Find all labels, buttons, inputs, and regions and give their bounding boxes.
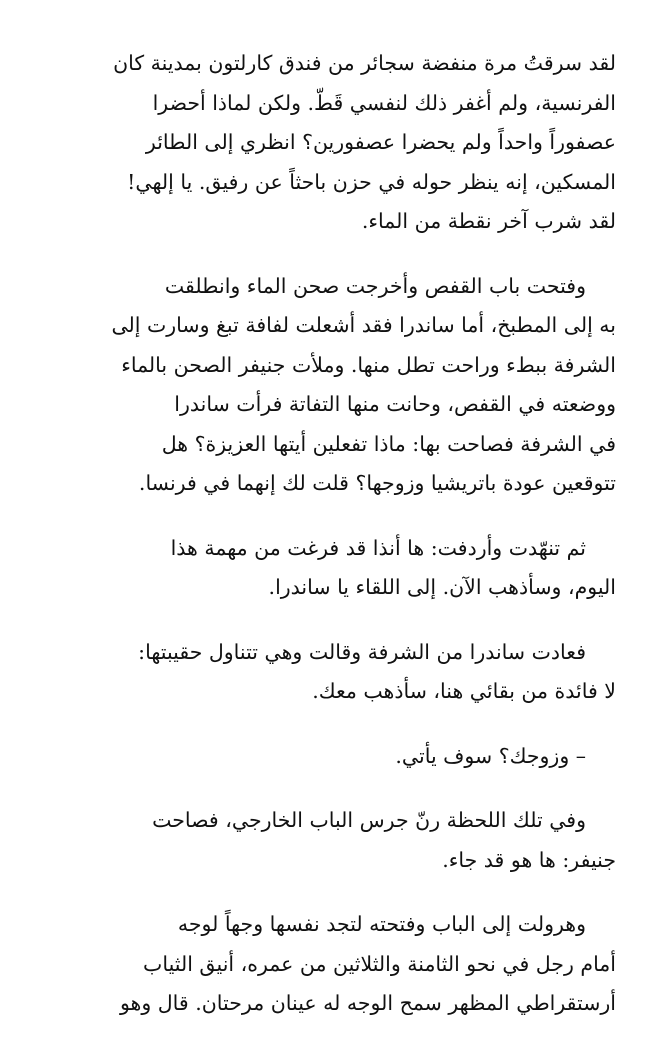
text-line: الشرفة ببطء وراحت تطل منها. وملأت جنيفر الصحن بالماء [121,352,616,377]
text-line: اليوم، وسأذهب الآن. إلى اللقاء يا ساندرا. [268,575,616,599]
text-line: أرستقراطي المظهر سمح الوجه له عينان مرحتان. قال وهو [119,991,616,1015]
book-page [77,44,616,1049]
paragraph [77,529,616,608]
paragraph [77,801,616,880]
text-line: وفي تلك اللحظة رنّ جرس الباب الخارجي، فصاحت [152,808,586,832]
paragraph [77,633,616,712]
text-line: الفرنسية، ولم أغفر ذلك لنفسي قَطّ. ولكن لماذا أحضرا [152,90,616,115]
text-line: المسكين، إنه ينظر حوله في حزن باحثاً عن رفيق. يا إلهي! [127,169,616,194]
paragraph [77,905,616,1024]
text-line: لقد سرقتُ مرة منفضة سجائر من فندق كارلتون بمدينة كان [113,51,616,75]
text-line: – وزوجك؟ سوف يأتي. [395,743,586,768]
text-line: تتوقعين عودة باتريشيا وزوجها؟ قلت لك إنهما في فرنسا. [138,471,616,495]
text-line: به إلى المطبخ، أما ساندرا فقد أشعلت لفافة تبغ وسارت إلى [111,313,616,337]
paragraph [77,44,616,242]
text-line: عصفوراً واحداً ولم يحضرا عصفورين؟ انظري إلى الطائر [145,130,616,154]
text-line: ووضعته في القفص، وحانت منها التفاتة فرأت ساندرا [174,392,616,416]
text-line: وفتحت باب القفص وأخرجت صحن الماء وانطلقت [164,273,586,298]
text-line: لا فائدة من بقائي هنا، سأذهب معك. [312,679,616,703]
text-line: في الشرفة فصاحت بها: ماذا تفعلين أيتها العزيزة؟ هل [161,431,616,456]
text-line: فعادت ساندرا من الشرفة وقالت وهي تتناول حقيبتها: [138,639,586,664]
text-line: لقد شرب آخر نقطة من الماء. [361,209,616,233]
text-line: أمام رجل في نحو الثامنة والثلاثين من عمره، أنيق الثياب [143,951,616,976]
text-line: جنيفر: ها هو قد جاء. [442,847,616,872]
text-line: ثم تنهّدت وأردفت: ها أنذا قد فرغت من مهمة هذا [170,535,586,560]
paragraph [77,737,616,777]
paragraph [77,267,616,504]
text-line: وهرولت إلى الباب وفتحته لتجد نفسها وجهاً لوجه [177,912,586,936]
